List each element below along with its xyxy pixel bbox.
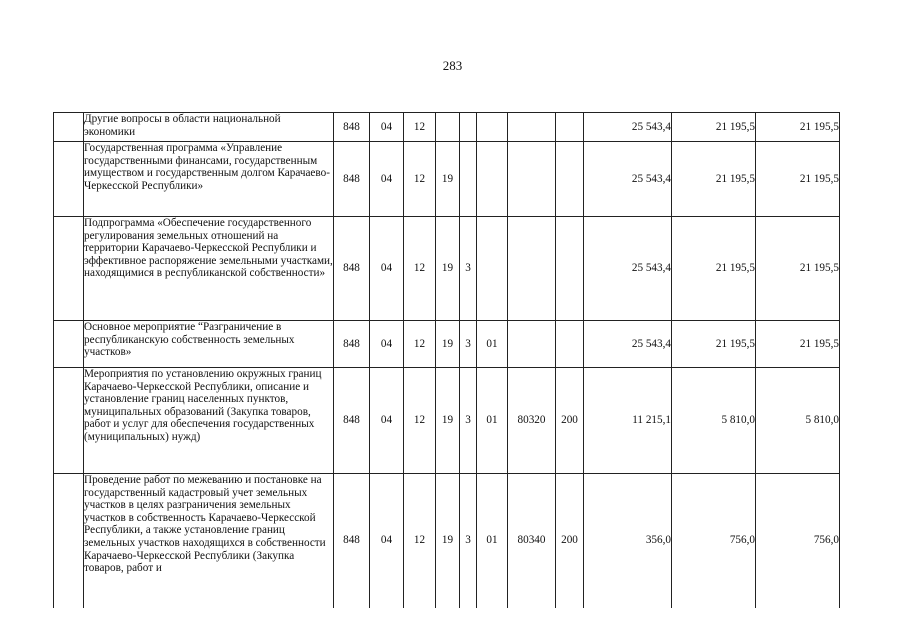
amount-year-3: 21 195,5	[756, 321, 840, 368]
row-name: Подпрограмма «Обеспечение государственного регулирования земельных отношений на территории Карачаево-Черкесской Республики и эффективное распоряжение земельными участками, находящимися в республиканской собственности»	[84, 217, 334, 321]
subsection-code: 12	[404, 113, 436, 142]
amount-year-1: 25 543,4	[584, 113, 672, 142]
ved-code: 848	[334, 217, 370, 321]
subprogram-code	[460, 113, 477, 142]
program-code: 19	[436, 474, 460, 608]
row-name: Государственная программа «Управление государственными финансами, государственным имуществом и государственным долгом Карачаево-Черкесской Республики»	[84, 142, 334, 217]
section-code: 04	[370, 474, 404, 608]
row-name: Другие вопросы в области национальной экономики	[84, 113, 334, 142]
expense-type-code	[556, 321, 584, 368]
row-name: Мероприятия по установлению окружных границ Карачаево-Черкесской Республики, описание и установление границ населенных пунктов, муниципальных образований (Закупка товаров, работ и услуг для обеспечения государственных (муниципальных) нужд)	[84, 368, 334, 474]
subprogram-code: 3	[460, 321, 477, 368]
section-code: 04	[370, 368, 404, 474]
activity-code	[477, 142, 508, 217]
activity-code: 01	[477, 474, 508, 608]
activity-code	[477, 217, 508, 321]
table-row	[54, 321, 840, 368]
amount-year-2: 21 195,5	[672, 321, 756, 368]
program-code: 19	[436, 217, 460, 321]
program-code: 19	[436, 142, 460, 217]
direction-code: 80340	[508, 474, 556, 608]
activity-code: 01	[477, 321, 508, 368]
section-code: 04	[370, 113, 404, 142]
expense-type-code	[556, 113, 584, 142]
amount-year-3: 5 810,0	[756, 368, 840, 474]
ved-code: 848	[334, 321, 370, 368]
amount-year-2: 21 195,5	[672, 142, 756, 217]
amount-year-1: 25 543,4	[584, 142, 672, 217]
row-name: Основное мероприятие “Разграничение в республиканскую собственность земельных участков»	[84, 321, 334, 368]
row-name: Проведение работ по межеванию и постановке на государственный кадастровый учет земельных участков в целях разграничения земельных участков в собственность Карачаево-Черкесской Республики, а также установление границ земельных участков находящихся в собственности Карачаево-Черкесской Республики (Закупка товаров, работ и	[84, 474, 334, 608]
subprogram-code: 3	[460, 217, 477, 321]
direction-code	[508, 113, 556, 142]
direction-code	[508, 217, 556, 321]
direction-code	[508, 321, 556, 368]
blank-cell	[54, 217, 84, 321]
blank-cell	[54, 474, 84, 608]
expense-type-code	[556, 142, 584, 217]
subprogram-code	[460, 142, 477, 217]
subprogram-code: 3	[460, 368, 477, 474]
table-row	[54, 113, 840, 142]
page-number: 283	[442, 58, 463, 73]
blank-cell	[54, 368, 84, 474]
ved-code: 848	[334, 142, 370, 217]
subprogram-code: 3	[460, 474, 477, 608]
amount-year-1: 356,0	[584, 474, 672, 608]
ved-code: 848	[334, 474, 370, 608]
amount-year-3: 21 195,5	[756, 217, 840, 321]
program-code: 19	[436, 368, 460, 474]
expense-type-code: 200	[556, 474, 584, 608]
blank-cell	[54, 321, 84, 368]
section-code: 04	[370, 321, 404, 368]
amount-year-1: 11 215,1	[584, 368, 672, 474]
ved-code: 848	[334, 113, 370, 142]
table-row	[54, 368, 840, 474]
activity-code	[477, 113, 508, 142]
program-code: 19	[436, 321, 460, 368]
blank-cell	[54, 113, 84, 142]
amount-year-2: 5 810,0	[672, 368, 756, 474]
program-code	[436, 113, 460, 142]
activity-code: 01	[477, 368, 508, 474]
amount-year-3: 21 195,5	[756, 113, 840, 142]
subsection-code: 12	[404, 368, 436, 474]
expense-type-code: 200	[556, 368, 584, 474]
direction-code: 80320	[508, 368, 556, 474]
expense-type-code	[556, 217, 584, 321]
blank-cell	[54, 142, 84, 217]
subsection-code: 12	[404, 321, 436, 368]
amount-year-1: 25 543,4	[584, 321, 672, 368]
amount-year-3: 756,0	[756, 474, 840, 608]
amount-year-2: 21 195,5	[672, 113, 756, 142]
section-code: 04	[370, 142, 404, 217]
direction-code	[508, 142, 556, 217]
subsection-code: 12	[404, 142, 436, 217]
table-row	[54, 142, 840, 217]
amount-year-3: 21 195,5	[756, 142, 840, 217]
ved-code: 848	[334, 368, 370, 474]
table-row	[54, 217, 840, 321]
section-code: 04	[370, 217, 404, 321]
subsection-code: 12	[404, 474, 436, 608]
budget-table	[53, 112, 840, 608]
amount-year-1: 25 543,4	[584, 217, 672, 321]
amount-year-2: 21 195,5	[672, 217, 756, 321]
subsection-code: 12	[404, 217, 436, 321]
amount-year-2: 756,0	[672, 474, 756, 608]
table-row	[54, 474, 840, 608]
